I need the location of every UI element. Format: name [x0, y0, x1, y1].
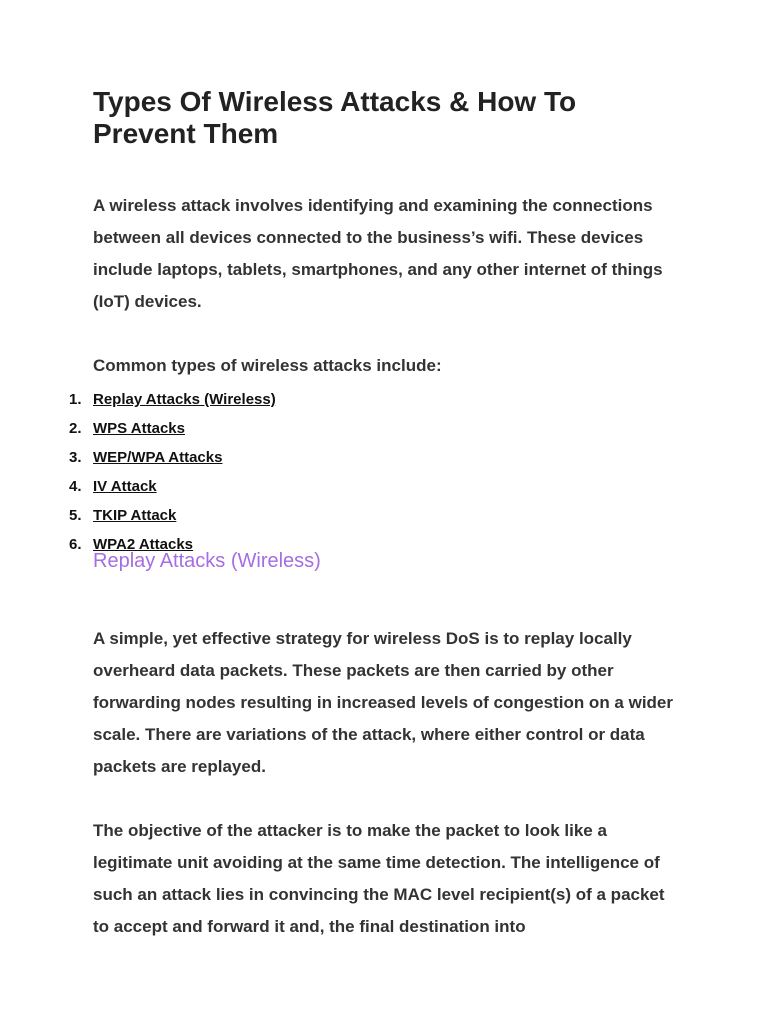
- list-number: 2.: [69, 420, 82, 437]
- list-item: [69, 530, 683, 559]
- list-number: 4.: [69, 478, 82, 495]
- list-item: [69, 472, 683, 501]
- list-number: 3.: [69, 449, 82, 466]
- link-wpa2-attacks[interactable]: WPA2 Attacks: [93, 536, 194, 553]
- list-item: [69, 414, 683, 443]
- list-item: [69, 501, 683, 530]
- article: [69, 86, 683, 943]
- link-wps-attacks[interactable]: WPS Attacks: [93, 420, 185, 437]
- list-item: [69, 443, 683, 472]
- section-heading-replay-attacks: Replay Attacks (Wireless): [93, 550, 321, 572]
- link-replay-attacks[interactable]: Replay Attacks (Wireless): [93, 391, 276, 408]
- link-iv-attack[interactable]: IV Attack: [93, 478, 157, 495]
- link-tkip-attack[interactable]: TKIP Attack: [93, 507, 177, 524]
- section-paragraph: The objective of the attacker is to make the packet to look like a legitimate unit avoiding at the same time detection. The intelligence of such an attack lies in convincing the MAC level recipient(s) of a packet to accept and forward it and, the final destination into: [93, 821, 665, 936]
- link-wep-wpa-attacks[interactable]: WEP/WPA Attacks: [93, 449, 223, 466]
- attack-types-list: [69, 385, 683, 559]
- list-number: 1.: [69, 391, 82, 408]
- list-number: 6.: [69, 536, 82, 553]
- section-paragraph: A simple, yet effective strategy for wireless DoS is to replay locally overheard data packets. These packets are then carried by other forwarding nodes resulting in increased levels of congestion on a wider scale. There are variations of the attack, where either control or data packets are replayed.: [93, 629, 674, 776]
- list-number: 5.: [69, 507, 82, 524]
- page-title: Types Of Wireless Attacks & How To Prevent Them: [93, 86, 577, 149]
- list-item: [69, 385, 683, 414]
- list-lead-text: Common types of wireless attacks include:: [93, 356, 442, 375]
- intro-paragraph: A wireless attack involves identifying and examining the connections between all devices connected to the business’s wifi. These devices include laptops, tablets, smartphones, and any other internet of things (IoT) devices.: [93, 196, 663, 311]
